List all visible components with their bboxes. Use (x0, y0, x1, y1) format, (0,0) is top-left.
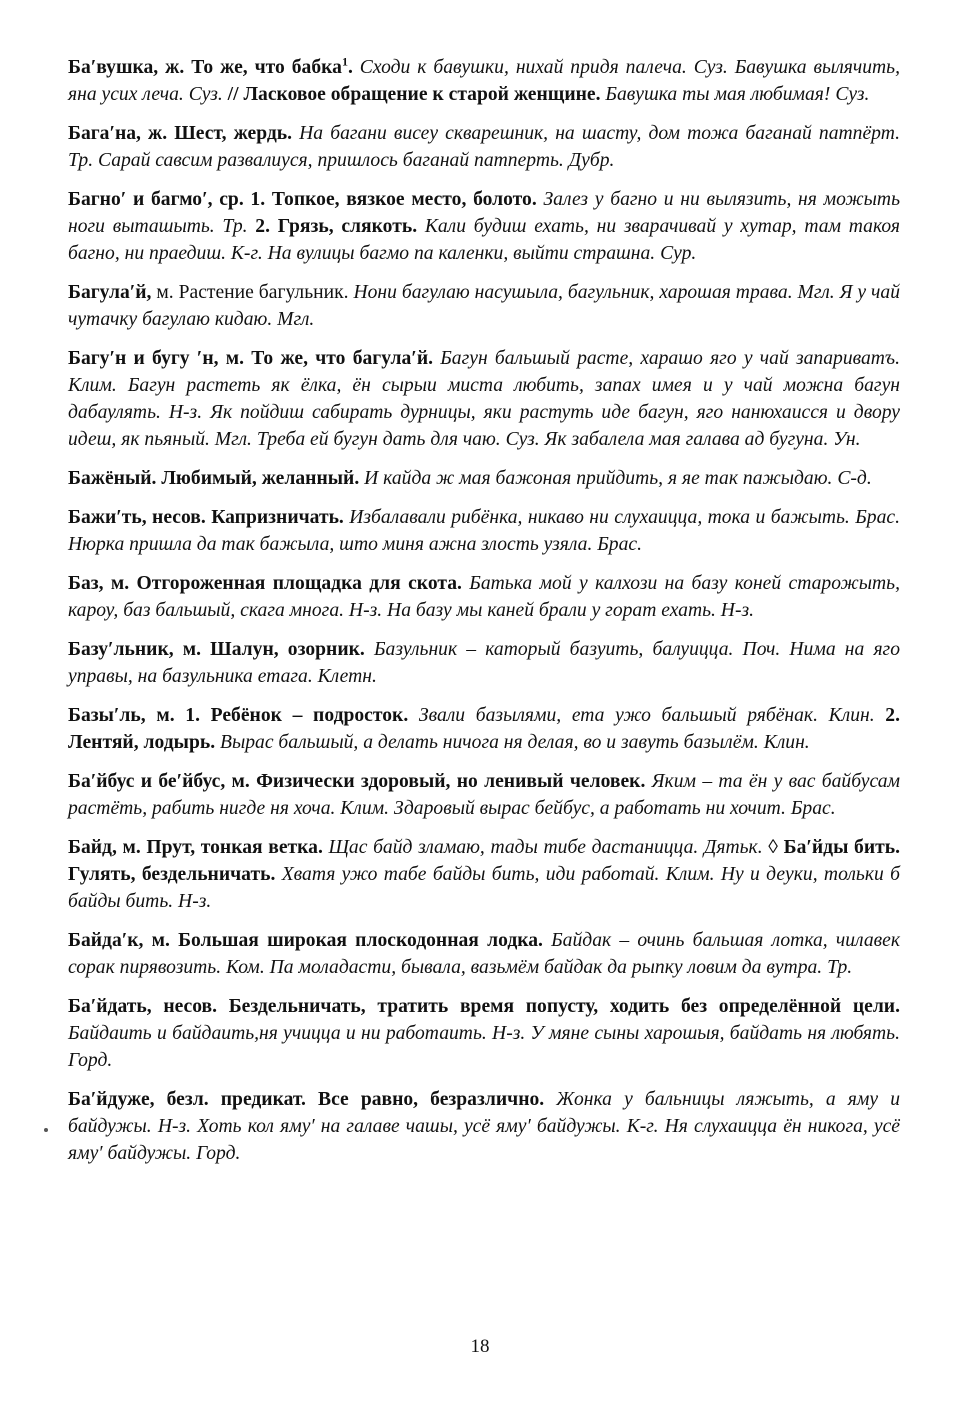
example-text: На багани висеу скварешник, на шасту, дом тожа баганай патпёрт. Тр. Сарай савсим развалиуся, пришлось баганай патперть. Дубр. (68, 123, 900, 171)
example-text: И кайда ж мая бажоная прийдить, я яе так пажыдаю. С-д. (364, 468, 872, 489)
headword-definition: Ба′йбус и бе′йбус, м. Физически здоровый, но ленивый человек. (68, 771, 652, 792)
example-text: Нони багулаю насушыла, багульник, харошая трава. Мгл. Я у чай чутачку багулаю кидаю. Мгл. (68, 282, 900, 330)
headword-definition: Ба′вушка, ж. То же, что бабка (68, 57, 342, 78)
headword-definition: Базу′льник, м. Шалун, озорник. (68, 639, 374, 660)
example-text: Вырас бальшый, а делать ничога ня делая, во и завуть базылём. Клин. (220, 732, 810, 753)
example-text: Жонка у бальницы ляжыть, а яму и байдужы. Н-з. Хоть кол яму′ на галаве чашы, усё яму′ байдужы. К-г. Ня слухаицца ён никога, усё яму′ байдужы. Горд. (68, 1089, 900, 1164)
headword-definition: Байда′к, м. Большая широкая плоскодонная лодка. (68, 930, 552, 951)
example-text: Батька мой у калхози на базу коней старожыть, кароу, баз бальшый, скага многа. Н-з. На базу мы каней брали у горат ехать. Н-з. (68, 573, 900, 621)
example-text: Звали базылями, ета ужо бальшый рябёнак. Клин. (418, 705, 886, 726)
example-text: Кали будиш ехать, ни зварачивай у хутар, там такоя багно, ни праедиш. К-г. На вулицы багмо па каленки, выйти страшна. Сур. (68, 216, 901, 264)
dictionary-entry (68, 279, 900, 333)
headword-definition: Ба′йдать, несов. Бездельничать, тратить время попусту, ходить без определённой цели. (68, 996, 900, 1017)
example-text: Яким – та ён у вас байбусам растёть, рабить нигде ня хоча. Клим. Здаровый вырас бейбус, а работать ни хочит. Брас. (68, 771, 900, 819)
example-text: Сходи к бавушки, нихай придя палеча. Суз. Бавушка вылячить, яна усих леча. Суз. (68, 57, 901, 105)
example-text: Бавушка ты мая любимая! Суз. (605, 84, 870, 105)
dictionary-entry (68, 636, 900, 690)
dictionary-entry (68, 345, 900, 453)
dictionary-entry (68, 54, 900, 108)
dictionary-entry (68, 186, 900, 267)
example-text: Хватя ужо табе байды бить, иди работай. Клим. Ну и деуки, тольки б байды бить. Н-з. (68, 864, 900, 912)
dictionary-entry (68, 927, 900, 981)
dictionary-entry (68, 570, 900, 624)
dictionary-entry (68, 465, 900, 492)
headword-definition: Ба′йдуже, безл. предикат. Все равно, безразлично. (68, 1089, 557, 1110)
headword-definition: 2. Лентяй, лодырь. (68, 705, 900, 753)
example-text: Байдак – очинь бальшая лотка, чилавек сорак пирявозить. Ком. Па моладасти, бывала, вазьмём байдак да рыпку ловим да вутра. Тр. (68, 930, 900, 978)
headword-definition: // Ласковое обращение к старой женщине. (227, 84, 606, 105)
dictionary-entry (68, 768, 900, 822)
grammar-note: ◊ (768, 837, 784, 858)
headword-definition: Бажёный. Любимый, желанный. (68, 468, 365, 489)
example-text: Избалавали рибёнка, никаво ни слухаицца, тока и бажыть. Брас. Нюрка пришла да так бажыла, што миня ажна злость узяла. Брас. (68, 507, 900, 555)
headword-definition: Багу′н и бугу ′н, м. То же, что багула′й. (68, 348, 441, 369)
example-text: Базульник – каторый базуить, балуицца. Поч. Нима на яго управы, на базульника етага. Клетн. (68, 639, 900, 687)
example-text: Байдаить и байдаить,ня учицца и ни работаить. Н-з. У мяне сыны харошыя, байдать ня любять. Горд. (68, 1023, 900, 1071)
example-text: Щас байд зламаю, тады тибе дастаницца. Дятьк. (328, 837, 769, 858)
headword-definition: . (347, 57, 360, 78)
headword-definition: 2. Грязь, слякоть. (255, 216, 425, 237)
headword-definition: Багно′ и багмо′, ср. 1. Топкое, вязкое место, болото. (68, 189, 544, 210)
headword-definition: Базы′ль, м. 1. Ребёнок – подросток. (68, 705, 419, 726)
dictionary-entry (68, 1086, 900, 1167)
headword-definition: Бага′на, ж. Шест, жердь. (68, 123, 300, 144)
dictionary-entry (68, 993, 900, 1074)
example-text: Залез у багно и ни вылязить, ня можыть ноги выташыть. Тр. (68, 189, 900, 237)
homonym-index: 1 (341, 54, 348, 69)
headword-definition: Ба′йды бить. Гулять, бездельничать. (68, 837, 901, 885)
page-number: 18 (470, 1336, 490, 1357)
dictionary-page (68, 54, 900, 1179)
grammar-note: м. Растение багульник. (156, 282, 354, 303)
example-text: Багун бальшый расте, харашо яго у чай запариватъ. Клим. Багун растеть як ёлка, ён сырыи миста любить, запах имея и у чай можна багун дабаулять. Н-з. Як пойдиш сабирать дурницы, яки растуть иде багун, яго нанюхаисся и двору идеш, як пьяный. Мгл. Треба ей бугун дать для чаю. Суз. Як забалела мая галава ад бугуна. Ун. (68, 348, 900, 450)
dictionary-entry (68, 702, 900, 756)
headword-definition: Байд, м. Прут, тонкая ветка. (68, 837, 329, 858)
dictionary-entry (68, 120, 900, 174)
dictionary-entry (68, 504, 900, 558)
headword-definition: Бажи′ть, несов. Капризничать. (68, 507, 350, 528)
headword-definition: Багула′й, (68, 282, 157, 303)
headword-definition: Баз, м. Отгороженная площадка для скота. (68, 573, 470, 594)
margin-dot (44, 1128, 48, 1132)
dictionary-entry (68, 834, 900, 915)
